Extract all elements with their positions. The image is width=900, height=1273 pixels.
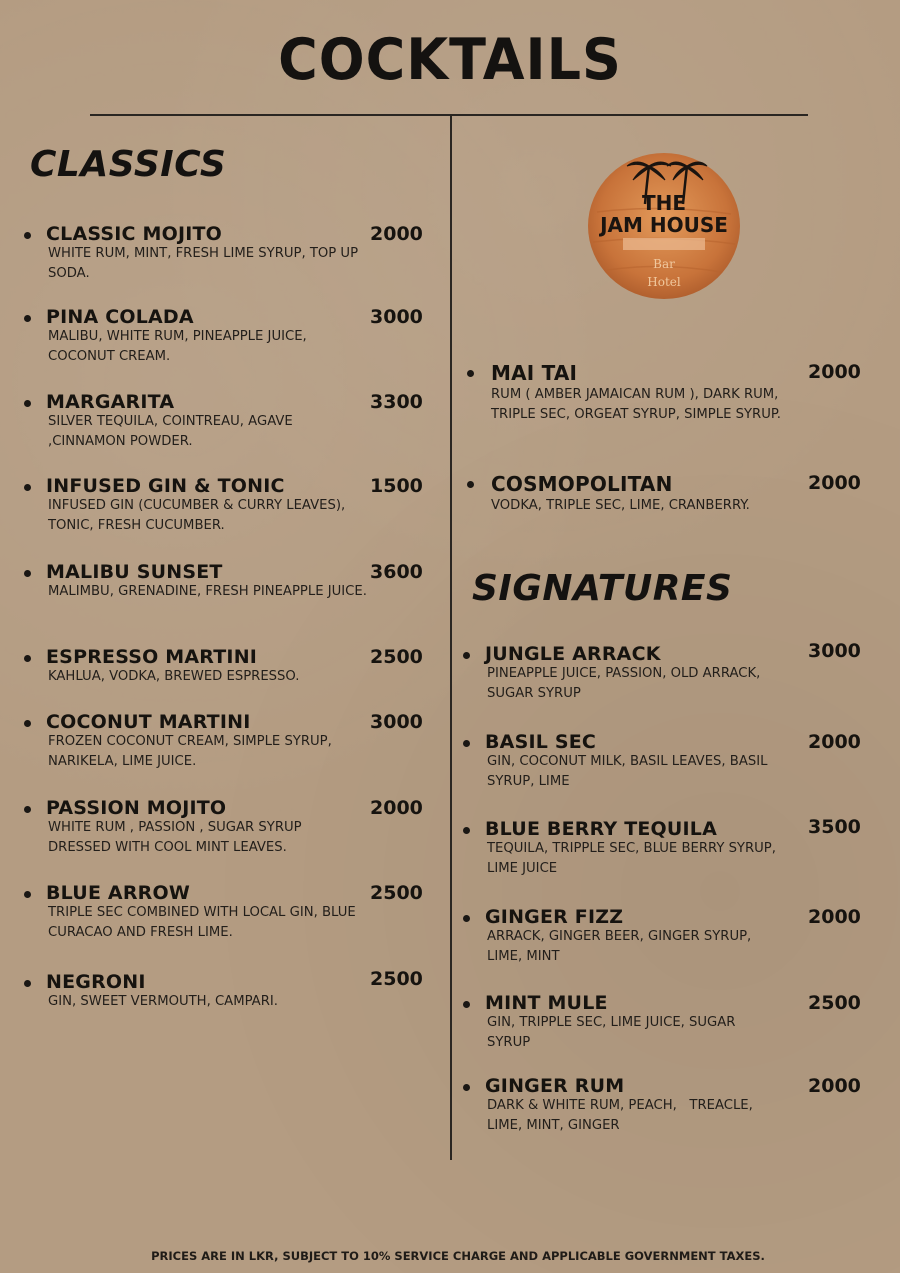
item-price: 2000 [808,906,861,928]
item-price: 2000 [370,797,423,819]
bullet-icon [24,315,31,322]
item-price: 3500 [808,816,861,838]
signatures-heading: SIGNATURES [472,568,733,609]
item-description: SILVER TEQUILA, COINTREAU, AGAVE ,CINNAMON POWDER. [48,414,293,449]
logo-line2: JAM HOUSE [600,213,728,237]
item-name: COCONUT MARTINI [46,711,251,733]
item-price: 3000 [370,711,423,733]
item-price: 2500 [370,968,423,990]
bullet-icon [463,1084,470,1091]
item-description: TEQUILA, TRIPPLE SEC, BLUE BERRY SYRUP, LIME JUICE [487,841,776,876]
bullet-icon [24,980,31,987]
item-name: MARGARITA [46,391,175,413]
logo-line1: THE [641,191,687,215]
bullet-icon [463,915,470,922]
item-price: 3300 [370,391,423,413]
item-price: 2500 [370,882,423,904]
item-description: WHITE RUM, MINT, FRESH LIME SYRUP, TOP UP SODA. [48,246,359,281]
bullet-icon [467,481,474,488]
item-name: CLASSIC MOJITO [46,223,223,245]
item-description: MALIBU, WHITE RUM, PINEAPPLE JUICE, COCONUT CREAM. [48,329,307,364]
item-name: BLUE BERRY TEQUILA [485,818,717,840]
bullet-icon [24,570,31,577]
item-name: BASIL SEC [485,731,597,753]
footer-note: PRICES ARE IN LKR, SUBJECT TO 10% SERVICE CHARGE AND APPLICABLE GOVERNMENT TAXES. [151,1249,765,1263]
jam-house-logo [587,152,741,300]
item-name: GINGER FIZZ [485,906,624,928]
item-price: 2000 [370,223,423,245]
item-price: 3000 [808,640,861,662]
bullet-icon [24,720,31,727]
bullet-icon [463,740,470,747]
bullet-icon [463,1001,470,1008]
item-description: INFUSED GIN (CUCUMBER & CURRY LEAVES), TONIC, FRESH CUCUMBER. [48,498,346,533]
column-divider [450,114,452,1160]
item-price: 3000 [370,306,423,328]
item-price: 2500 [370,646,423,668]
item-description: DARK & WHITE RUM, PEACH, TREACLE, LIME, MINT, GINGER [487,1098,758,1133]
item-name: ESPRESSO MARTINI [46,646,258,668]
item-price: 1500 [370,475,423,497]
item-name: GINGER RUM [485,1075,625,1097]
item-description: PINEAPPLE JUICE, PASSION, OLD ARRACK, SUGAR SYRUP [487,666,761,701]
logo-line3: Bar [653,257,675,271]
bullet-icon [24,655,31,662]
item-price: 2000 [808,361,861,383]
item-name: INFUSED GIN & TONIC [46,475,285,497]
item-name: COSMOPOLITAN [491,472,673,496]
bullet-icon [24,484,31,491]
item-description: RUM ( AMBER JAMAICAN RUM ), DARK RUM, TRIPLE SEC, ORGEAT SYRUP, SIMPLE SYRUP. [491,387,781,422]
item-description: KAHLUA, VODKA, BREWED ESPRESSO. [48,669,300,684]
item-price: 2000 [808,1075,861,1097]
item-description: GIN, TRIPPLE SEC, LIME JUICE, SUGAR SYRUP [487,1015,736,1050]
item-description: MALIMBU, GRENADINE, FRESH PINEAPPLE JUICE. [48,584,367,599]
item-description: ARRACK, GINGER BEER, GINGER SYRUP, LIME, MINT [487,929,752,964]
item-description: VODKA, TRIPLE SEC, LIME, CRANBERRY. [491,498,750,513]
logo-line4: Hotel [647,275,681,289]
item-name: MALIBU SUNSET [46,561,223,583]
item-price: 2000 [808,731,861,753]
page-title: COCKTAILS [278,26,622,93]
item-description: GIN, COCONUT MILK, BASIL LEAVES, BASIL SYRUP, LIME [487,754,768,789]
item-description: FROZEN COCONUT CREAM, SIMPLE SYRUP, NARIKELA, LIME JUICE. [48,734,332,769]
item-name: MINT MULE [485,992,608,1014]
bullet-icon [463,827,470,834]
top-divider [90,114,808,116]
item-name: JUNGLE ARRACK [485,643,661,665]
item-price: 2000 [808,472,861,494]
bullet-icon [24,806,31,813]
item-name: PASSION MOJITO [46,797,227,819]
bullet-icon [463,652,470,659]
classics-heading: CLASSICS [30,144,227,185]
item-description: WHITE RUM , PASSION , SUGAR SYRUP DRESSED WITH COOL MINT LEAVES. [48,820,302,855]
item-name: BLUE ARROW [46,882,191,904]
item-description: GIN, SWEET VERMOUTH, CAMPARI. [48,994,278,1009]
item-name: MAI TAI [491,361,578,385]
bullet-icon [24,891,31,898]
item-name: NEGRONI [46,971,146,993]
item-description: TRIPLE SEC COMBINED WITH LOCAL GIN, BLUE CURACAO AND FRESH LIME. [48,905,356,940]
bullet-icon [24,232,31,239]
item-name: PINA COLADA [46,306,194,328]
bullet-icon [467,370,474,377]
bullet-icon [24,400,31,407]
item-price: 3600 [370,561,423,583]
item-price: 2500 [808,992,861,1014]
